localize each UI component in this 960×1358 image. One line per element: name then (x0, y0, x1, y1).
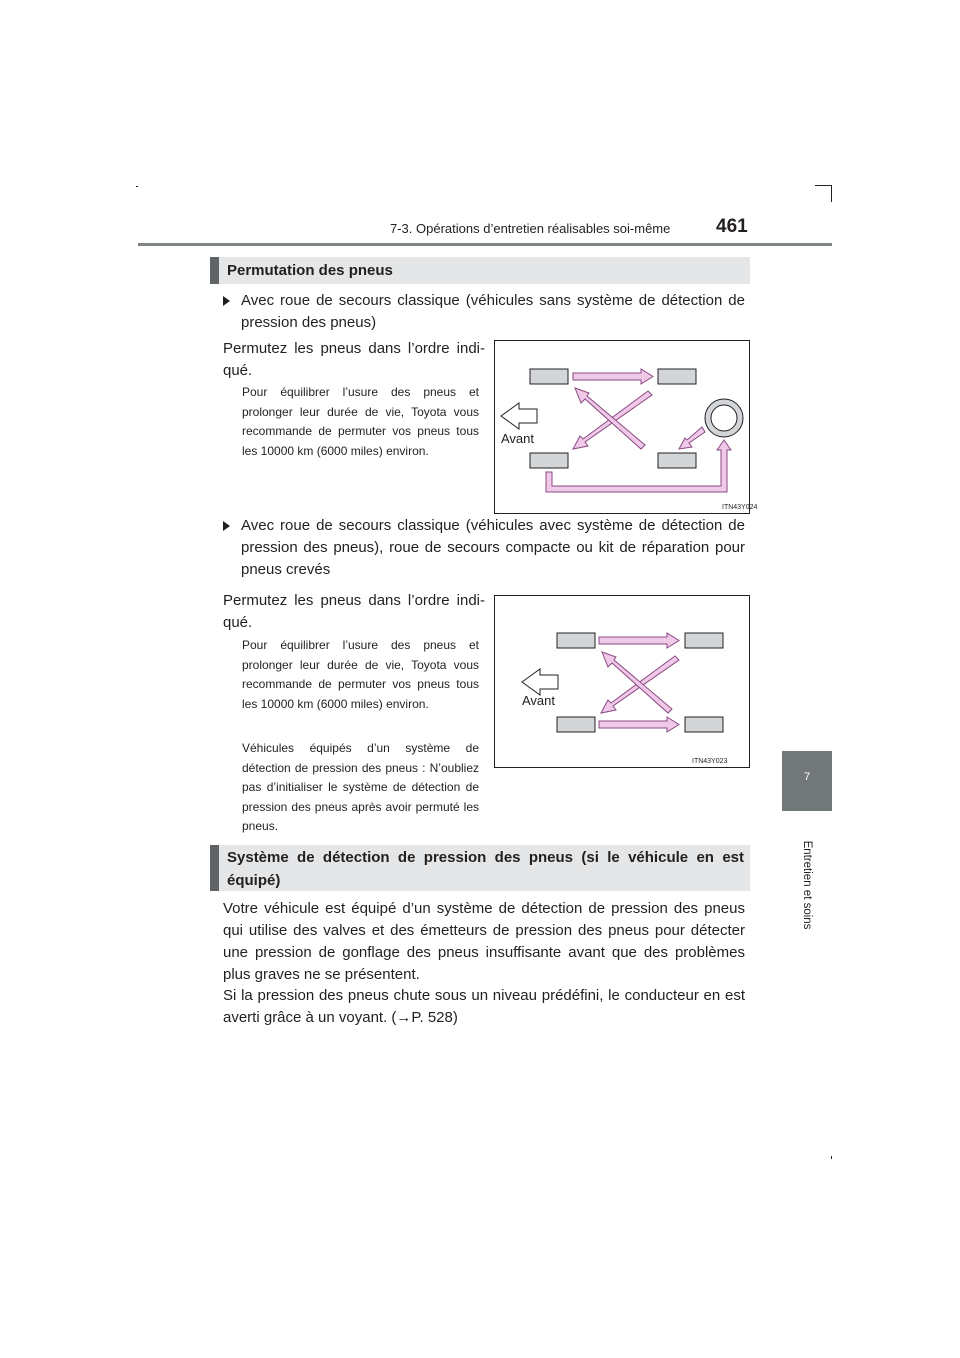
tire-rear-left (557, 717, 595, 732)
tire-front-right (685, 633, 723, 648)
note-text: Pour équilibrer l’usure des pneus et prolonger leur durée de vie, Toyota vous recommande de permuter vos pneus tous les 10000 km (6000 miles) environ. (242, 638, 479, 711)
page-number: 461 (716, 216, 748, 237)
note-text: Pour équilibrer l’usure des pneus et prolonger leur durée de vie, Toyota vous recommande de permuter vos pneus tous les 10000 km (6000 miles) environ. (242, 385, 479, 458)
arrow-front-left-to-right (573, 369, 653, 384)
bullet-text: Avec roue de secours classique (véhicules sans système de détection de pression des pneus) (241, 292, 745, 331)
note-text-tpms: Véhicules équipés d’un système de détection de pression des pneus : N’oubliez pas d’initialiser le système de détection de pression des pneus après avoir permuté les pneus. (242, 741, 479, 833)
crop-mark (815, 185, 832, 186)
crop-mark (136, 186, 138, 187)
tire-rear-left (530, 453, 568, 468)
figure-code: ITN43Y024 (722, 504, 758, 511)
section-title-tire-rotation: Permutation des pneus (210, 257, 750, 284)
front-direction-arrow-icon (501, 403, 537, 429)
bullet-text: Avec roue de secours classique (véhicules avec système de détection de pression des pneus), roue de secours compacte ou kit de réparation pour pneus crevés (241, 517, 745, 578)
paragraph-tpms-description: Votre véhicule est équipé d’un système de détection de pression des pneus qui utilise des valves et des émetteurs de pression des pneus pour détecter une pression de gonflage des pneus insuffisante avant que des problèmes plus graves ne se présentent. (223, 900, 745, 983)
running-header: 7-3. Opérations d’entretien réalisables soi-même (390, 221, 671, 236)
instruction-text: Permutez les pneus dans l’ordre indiqué. (223, 340, 485, 379)
figure-code: ITN43Y023 (692, 758, 728, 765)
front-direction-arrow-icon (522, 669, 558, 695)
bullet-item-tpms-or-compact-spare (223, 515, 745, 581)
tire-front-left (530, 369, 568, 384)
front-label: Avant (522, 693, 556, 708)
arrow-rear-left-to-right (599, 717, 679, 732)
front-label: Avant (501, 431, 535, 446)
chapter-label: Entretien et soins (801, 840, 813, 930)
rotation-diagram-4 (495, 596, 749, 767)
tire-rear-right (658, 453, 696, 468)
chapter-number: 7 (803, 771, 811, 783)
figure-rotation-4-tires (494, 595, 750, 768)
bullet-triangle-icon (223, 296, 230, 306)
header-rule (138, 243, 832, 246)
crop-mark (831, 1156, 832, 1159)
tire-rear-right (685, 717, 723, 732)
chapter-tab (782, 751, 832, 811)
arrow-front-left-to-right (599, 633, 679, 648)
arrow-spare-to-rear-right (679, 427, 705, 449)
bullet-triangle-icon (223, 521, 230, 531)
crop-mark (831, 185, 832, 202)
paragraph-tpms-warning: Si la pression des pneus chute sous un niveau prédéfini, le conducteur en est averti grâce à un voyant. (→P. 528) (223, 987, 745, 1026)
bullet-item-classic-spare-no-tpms (223, 290, 745, 334)
instruction-text: Permutez les pneus dans l’ordre indiqué. (223, 592, 485, 631)
tire-front-right (658, 369, 696, 384)
rotation-diagram-5 (495, 341, 758, 513)
chapter-side-label (781, 820, 833, 950)
tire-front-left (557, 633, 595, 648)
spare-tire-hub (711, 405, 737, 431)
section-title-tpms: Système de détection de pression des pneus (si le véhicule en est équipé) (210, 845, 750, 891)
figure-rotation-5-tires (494, 340, 758, 514)
